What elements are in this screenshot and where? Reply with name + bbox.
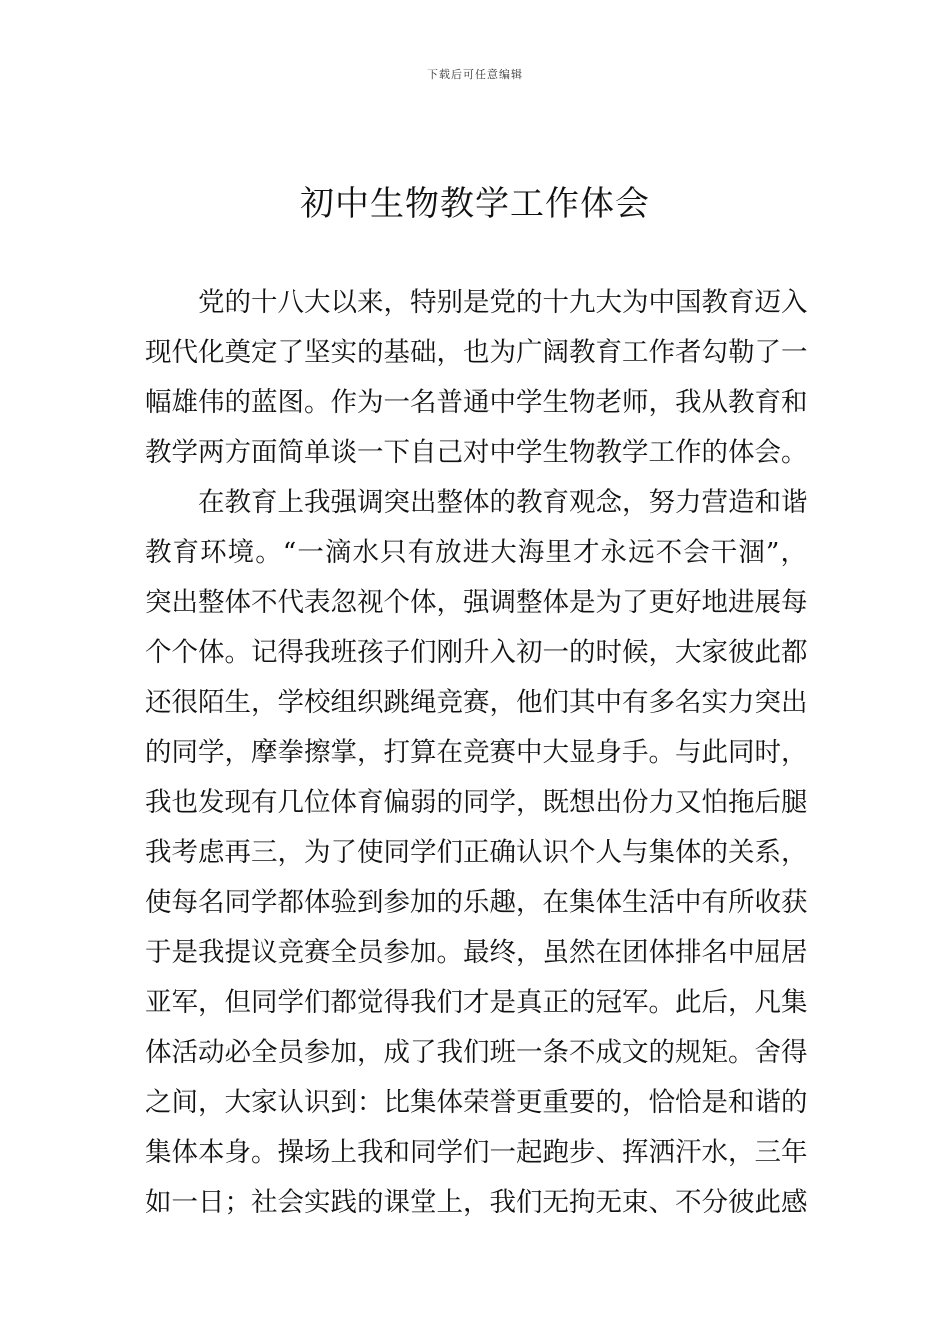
header-note: 下载后可任意编辑	[427, 68, 523, 81]
text-line: 教学两方面简单谈一下自己对中学生物教学工作的体会。	[145, 437, 807, 468]
text-line: 幅雄伟的蓝图。作为一名普通中学生物老师，我从教育和	[145, 387, 807, 418]
paragraph	[145, 278, 807, 478]
text-line: 我也发现有几位体育偏弱的同学，既想出份力又怕拖后腿	[145, 787, 807, 818]
text-line: 体活动必全员参加，成了我们班一条不成文的规矩。舍得	[145, 1037, 807, 1068]
text-line: 的同学，摩拳擦掌，打算在竞赛中大显身手。与此同时，	[145, 737, 807, 768]
text-line: 突出整体不代表忽视个体，强调整体是为了更好地进展每	[145, 587, 807, 618]
text-line: 现代化奠定了坚实的基础，也为广阔教育工作者勾勒了一	[145, 337, 807, 368]
text-line: 使每名同学都体验到参加的乐趣，在集体生活中有所收获	[145, 887, 807, 918]
text-line: 于是我提议竞赛全员参加。最终，虽然在团体排名中屈居	[145, 937, 807, 968]
text-line: 集体本身。操场上我和同学们一起跑步、挥洒汗水，三年	[145, 1137, 807, 1168]
document-title: 初中生物教学工作体会	[300, 184, 650, 224]
document-body	[145, 278, 807, 1228]
text-line: 我考虑再三，为了使同学们正确认识个人与集体的关系，	[145, 837, 807, 868]
text-line: 在教育上我强调突出整体的教育观念，努力营造和谐	[198, 487, 807, 518]
text-line: 如一日；社会实践的课堂上，我们无拘无束、不分彼此感	[145, 1187, 807, 1218]
text-line: 还很陌生，学校组织跳绳竞赛，他们其中有多名实力突出	[145, 687, 807, 718]
paragraph	[145, 478, 807, 1228]
text-line: 之间，大家认识到：比集体荣誉更重要的，恰恰是和谐的	[145, 1087, 807, 1118]
text-line: 亚军，但同学们都觉得我们才是真正的冠军。此后，凡集	[145, 987, 807, 1018]
text-line: 党的十八大以来，特别是党的十九大为中国教育迈入	[198, 287, 807, 318]
text-line: 教育环境。“一滴水只有放进大海里才永远不会干涸”，	[145, 537, 807, 568]
text-line: 个个体。记得我班孩子们刚升入初一的时候，大家彼此都	[145, 637, 807, 668]
